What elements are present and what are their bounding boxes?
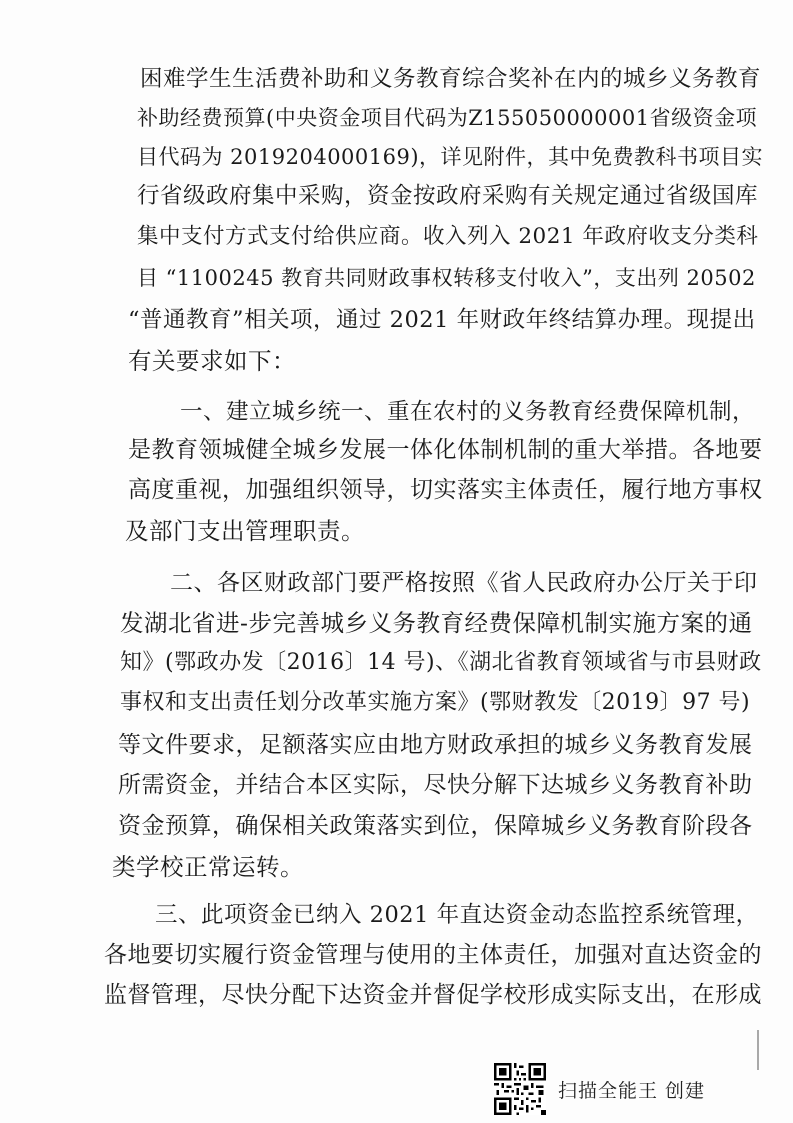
body-line: 发湖北省进-步完善城乡义务教育经费保障机制实施方案的通 <box>120 609 753 637</box>
watermark-label: 扫描全能王 创建 <box>558 1079 706 1102</box>
body-line: 行省级政府集中采购，资金按政府采购有关规定通过省级国库 <box>137 183 759 209</box>
body-line: 知》(鄂政办发〔2016〕14 号)、《湖北省教育领域省与市县财政 <box>120 650 762 675</box>
body-line: 目代码为 2019204000169)，详见附件，其中免费教科书项目实 <box>137 145 764 169</box>
body-line: 监督管理，尽快分配下达资金并督促学校形成实际支出，在形成 <box>104 982 762 1008</box>
section-three-heading-line: 三、此项资金已纳入 2021 年直达资金动态监控系统管理， <box>155 902 759 928</box>
body-line: 资金预算，确保相关政策落实到位，保障城乡义务教育阶段各 <box>118 813 753 839</box>
body-line: 目 “1100245 教育共同财政事权转移支付收入”，支出列 20502 <box>137 266 756 290</box>
body-line: 类学校正常运转。 <box>112 853 304 881</box>
scanner-watermark <box>494 1060 705 1118</box>
body-line: “普通教育”相关项，通过 2021 年财政年终结算办理。现提出 <box>128 307 756 333</box>
body-line: 有关要求如下： <box>128 347 296 375</box>
scan-edge-mark <box>757 1030 759 1070</box>
section-two-heading-line: 二、各区财政部门要严格按照《省人民政府办公厅关于印 <box>170 570 758 596</box>
body-line: 高度重视，加强组织领导，切实落实主体责任，履行地方事权 <box>128 477 763 503</box>
body-line: 等文件要求，足额落实应由地方财政承担的城乡义务教育发展 <box>118 732 753 758</box>
body-line: 所需资金，并结合本区实际，尽快分解下达城乡义务教育补助 <box>118 772 753 798</box>
body-line: 是教育领城健全城乡发展一体化体制机制的重大举措。各地要 <box>128 437 763 463</box>
body-line: 补助经费预算(中央资金项目代码为Z155050000001省级资金项 <box>137 106 758 130</box>
body-line: 事权和支出责任划分改革实施方案》(鄂财教发〔2019〕97 号) <box>120 690 751 715</box>
section-one-heading-line: 一、建立城乡统一、重在农村的义务教育经费保障机制， <box>180 399 756 425</box>
qr-code-icon <box>494 1063 546 1115</box>
body-line: 困难学生生活费补助和义务教育综合奖补在内的城乡义务教育 <box>140 66 762 92</box>
body-line: 集中支付方式支付给供应商。收入列入 2021 年政府收支分类科 <box>137 224 759 249</box>
body-line: 及部门支出管理职责。 <box>125 517 365 545</box>
body-line: 各地要切实履行资金管理与使用的主体责任，加强对直达资金的 <box>104 942 762 968</box>
